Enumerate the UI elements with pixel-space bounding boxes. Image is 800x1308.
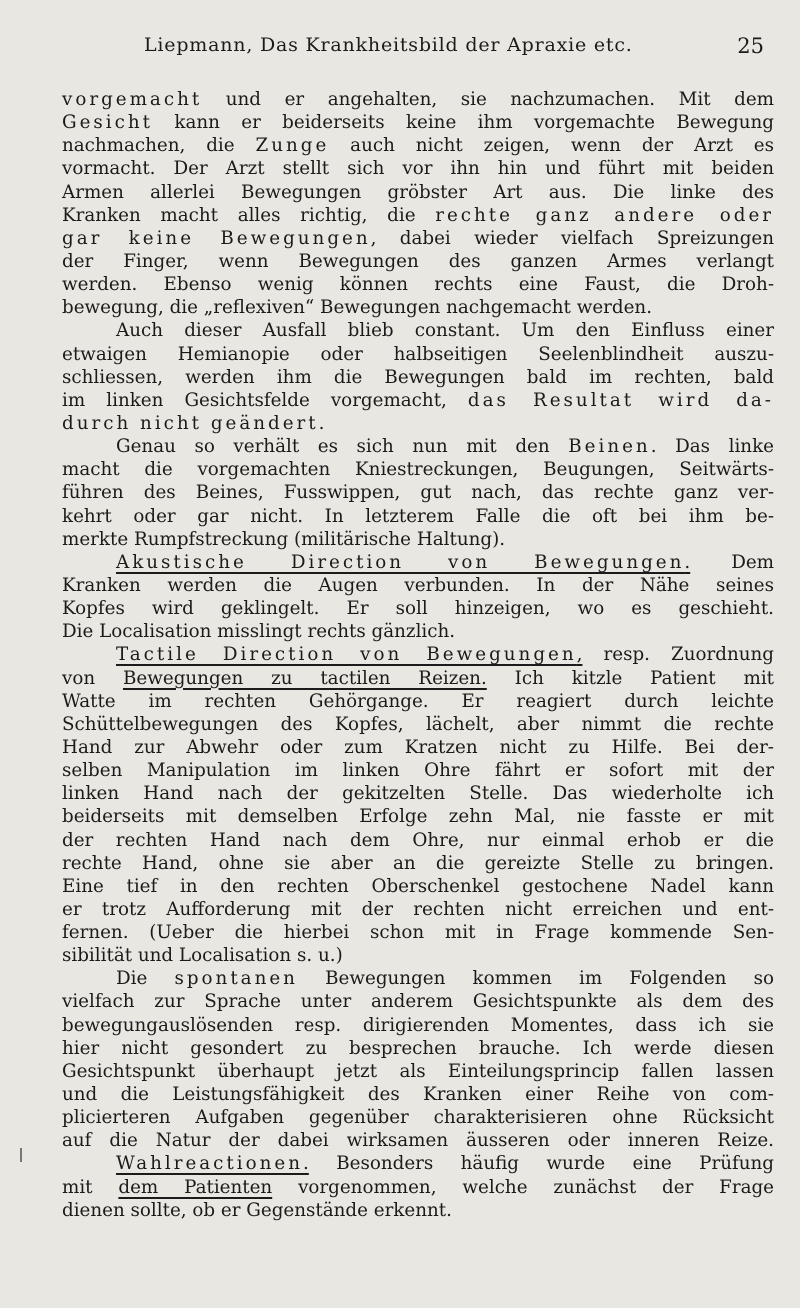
text-line bbox=[62, 227, 774, 250]
text-line bbox=[62, 204, 774, 227]
text-run: Dem bbox=[690, 551, 775, 573]
text-run: . Das linke bbox=[650, 436, 774, 458]
text-run: auf die Natur der dabei wirksamen äusseren oder inneren Reize. bbox=[62, 1130, 774, 1152]
text-line bbox=[62, 713, 774, 736]
text-line bbox=[62, 898, 774, 921]
text-run: Schüttelbewegungen des Kopfes, lächelt, aber nimmt die rechte bbox=[62, 713, 774, 735]
text-line bbox=[62, 481, 774, 504]
text-line bbox=[62, 181, 774, 204]
text-run: hier nicht gesondert zu besprechen brauche. Ich werde diesen bbox=[62, 1037, 774, 1059]
text-run: resp. Zuordnung bbox=[582, 644, 774, 666]
text-line bbox=[62, 505, 774, 528]
text-line bbox=[62, 111, 774, 134]
text-line bbox=[62, 1199, 774, 1222]
text-line bbox=[62, 829, 774, 852]
spaced-text: spontanen bbox=[174, 968, 298, 990]
text-line bbox=[62, 1014, 774, 1037]
text-line bbox=[62, 805, 774, 828]
text-run: . bbox=[318, 412, 325, 434]
page-number: 25 bbox=[737, 34, 764, 58]
spaced-text: vorgemacht bbox=[62, 89, 203, 110]
text-run: vorgenommen, welche zunächst der Frage bbox=[272, 1176, 775, 1198]
text-run: vielfach zur Sprache unter anderem Gesichtspunkte als dem des bbox=[62, 991, 774, 1013]
text-run: führen des Beines, Fusswippen, gut nach, das rechte ganz ver- bbox=[62, 482, 774, 504]
text-run: Eine tief in den rechten Oberschenkel gestochene Nadel kann bbox=[62, 875, 774, 897]
text-line bbox=[62, 273, 774, 296]
text-line bbox=[62, 1106, 774, 1129]
text-run: sibilität und Localisation s. u.) bbox=[62, 945, 343, 967]
text-run: etwaigen Hemianopie oder halbseitigen Seelenblindheit auszu- bbox=[62, 343, 774, 365]
text-line bbox=[62, 643, 774, 666]
underlined-text: . bbox=[684, 551, 691, 573]
text-line bbox=[62, 875, 774, 898]
spaced-text: Beinen bbox=[568, 436, 651, 458]
text-run: Ich kitzle Patient mit bbox=[486, 667, 775, 689]
text-run: Armen allerlei Bewegungen gröbster Art aus. Die linke des bbox=[62, 181, 774, 203]
text-run: Kopfes wird geklingelt. Er soll hinzeigen, wo es geschieht. bbox=[62, 598, 774, 620]
text-line bbox=[62, 296, 774, 319]
text-run: selben Manipulation im linken Ohre fährt er sofort mit der bbox=[62, 760, 774, 782]
text-run: rechte Hand, ohne sie aber an die gereizte Stelle zu bringen. bbox=[62, 852, 774, 874]
text-run: Besonders häufig wurde eine Prüfung bbox=[308, 1153, 774, 1175]
page-header bbox=[62, 34, 772, 64]
text-line bbox=[62, 435, 774, 458]
text-run: mit bbox=[62, 1176, 119, 1198]
text-run: schliessen, werden ihm die Bewegungen bald im rechten, bald bbox=[62, 366, 774, 388]
text-run: Bewegungen kommen im Folgenden so bbox=[297, 968, 774, 990]
margin-mark bbox=[20, 1148, 22, 1162]
text-run: und die Leistungsfähigkeit des Kranken einer Reihe von com- bbox=[62, 1084, 774, 1106]
text-run: er trotz Aufforderung mit der rechten nicht erreichen und ent- bbox=[62, 898, 774, 920]
text-line bbox=[62, 1083, 774, 1106]
text-line bbox=[62, 389, 774, 412]
text-line bbox=[62, 1037, 774, 1060]
text-run: Gesichtspunkt überhaupt jetzt als Einteilungsprincip fallen lassen bbox=[62, 1060, 774, 1082]
text-line bbox=[62, 1176, 774, 1199]
text-run: , dabei wieder vielfach Spreizungen bbox=[370, 227, 774, 249]
spaced-text: Wahlreactionen bbox=[116, 1153, 303, 1175]
text-run: auch nicht zeigen, wenn der Arzt es bbox=[329, 135, 775, 157]
text-run: der Finger, wenn Bewegungen des ganzen Armes verlangt bbox=[62, 250, 774, 272]
text-run: nachmachen, die bbox=[62, 135, 256, 157]
text-run: Auch dieser Ausfall blieb constant. Um den Einfluss einer bbox=[116, 320, 774, 342]
text-line bbox=[62, 157, 774, 180]
text-line bbox=[62, 343, 774, 366]
text-line bbox=[62, 458, 774, 481]
text-run: Kranken werden die Augen verbunden. In der Nähe seines bbox=[62, 574, 774, 596]
spaced-text: Tactile Direction von Bewegungen bbox=[116, 644, 577, 666]
text-run: bewegung, die „reflexiven“ Bewegungen nachgemacht werden. bbox=[62, 297, 653, 319]
text-line bbox=[62, 620, 774, 643]
text-run: der rechten Hand nach dem Ohre, nur einmal erhob er die bbox=[62, 829, 774, 851]
text-run: Die Localisation misslingt rechts gänzlich. bbox=[62, 621, 456, 643]
text-line bbox=[62, 667, 774, 690]
text-run: beiderseits mit demselben Erfolge zehn Mal, nie fasste er mit bbox=[62, 806, 774, 828]
body-text bbox=[62, 88, 774, 1222]
text-line bbox=[62, 134, 774, 157]
text-line bbox=[62, 412, 774, 435]
text-line bbox=[62, 782, 774, 805]
text-run: und er angehalten, sie nachzumachen. Mit dem bbox=[202, 89, 774, 110]
text-run: linken Hand nach der gekitzelten Stelle. Das wiederholte ich bbox=[62, 783, 774, 805]
text-line bbox=[62, 690, 774, 713]
text-run: merkte Rumpfstreckung (militärische Haltung). bbox=[62, 528, 506, 550]
text-run: fernen. (Ueber die hierbei schon mit in Frage kommende Sen- bbox=[62, 922, 774, 944]
text-line bbox=[62, 88, 774, 111]
text-run: Kranken macht alles richtig, die bbox=[62, 204, 436, 226]
spaced-text: Akustische Direction von Bewegungen bbox=[116, 551, 685, 573]
text-run: Die bbox=[116, 968, 175, 990]
text-run: dienen sollte, ob er Gegenstände erkennt. bbox=[62, 1199, 452, 1221]
text-line bbox=[62, 736, 774, 759]
text-run: Watte im rechten Gehörgange. Er reagiert durch leichte bbox=[62, 690, 774, 712]
text-line bbox=[62, 1129, 774, 1152]
text-run: plicierteren Aufgaben gegenüber charakterisieren ohne Rücksicht bbox=[62, 1107, 774, 1129]
text-line bbox=[62, 944, 774, 967]
text-line bbox=[62, 921, 774, 944]
text-line bbox=[62, 597, 774, 620]
underlined-text: dem Patienten bbox=[118, 1176, 273, 1198]
text-line bbox=[62, 1060, 774, 1083]
underlined-text: Bewegungen zu tactilen Reizen. bbox=[122, 667, 487, 689]
text-run: kehrt oder gar nicht. In letzterem Falle die oft bei ihm be- bbox=[62, 505, 774, 527]
text-run: vormacht. Der Arzt stellt sich vor ihn hin und führt mit beiden bbox=[62, 158, 774, 180]
spaced-text: Gesicht bbox=[62, 112, 154, 134]
text-run: Hand zur Abwehr oder zum Kratzen nicht zu Hilfe. Bei der- bbox=[62, 736, 774, 758]
spaced-text: rechte ganz andere oder bbox=[435, 204, 774, 226]
text-line bbox=[62, 366, 774, 389]
text-line bbox=[62, 990, 774, 1013]
underlined-text: , bbox=[576, 644, 583, 666]
text-run: Genau so verhält es sich nun mit den bbox=[116, 436, 569, 458]
spaced-text: das Resultat wird da- bbox=[467, 389, 774, 411]
spaced-text: durch nicht geändert bbox=[62, 412, 319, 434]
running-title: Liepmann, Das Krankheitsbild der Apraxie etc. bbox=[144, 34, 633, 56]
text-line bbox=[62, 1152, 774, 1175]
text-line bbox=[62, 852, 774, 875]
text-line bbox=[62, 319, 774, 342]
text-line bbox=[62, 528, 774, 551]
spaced-text: Zunge bbox=[255, 135, 330, 157]
text-run: macht die vorgemachten Kniestreckungen, Beugungen, Seitwärts- bbox=[62, 459, 774, 481]
text-line bbox=[62, 967, 774, 990]
spaced-text: gar keine Bewegungen bbox=[62, 227, 371, 249]
text-line bbox=[62, 759, 774, 782]
text-run: bewegungauslösenden resp. dirigierenden Momentes, dass ich sie bbox=[62, 1014, 774, 1036]
text-run: im linken Gesichtsfelde vorgemacht, bbox=[62, 389, 468, 411]
underlined-text: . bbox=[302, 1153, 309, 1175]
text-run: von bbox=[62, 667, 123, 689]
text-line bbox=[62, 250, 774, 273]
text-line bbox=[62, 551, 774, 574]
text-line bbox=[62, 574, 774, 597]
text-run: werden. Ebenso wenig können rechts eine Faust, die Droh- bbox=[62, 274, 774, 296]
text-run: kann er beiderseits keine ihm vorgemachte Bewegung bbox=[153, 112, 774, 134]
